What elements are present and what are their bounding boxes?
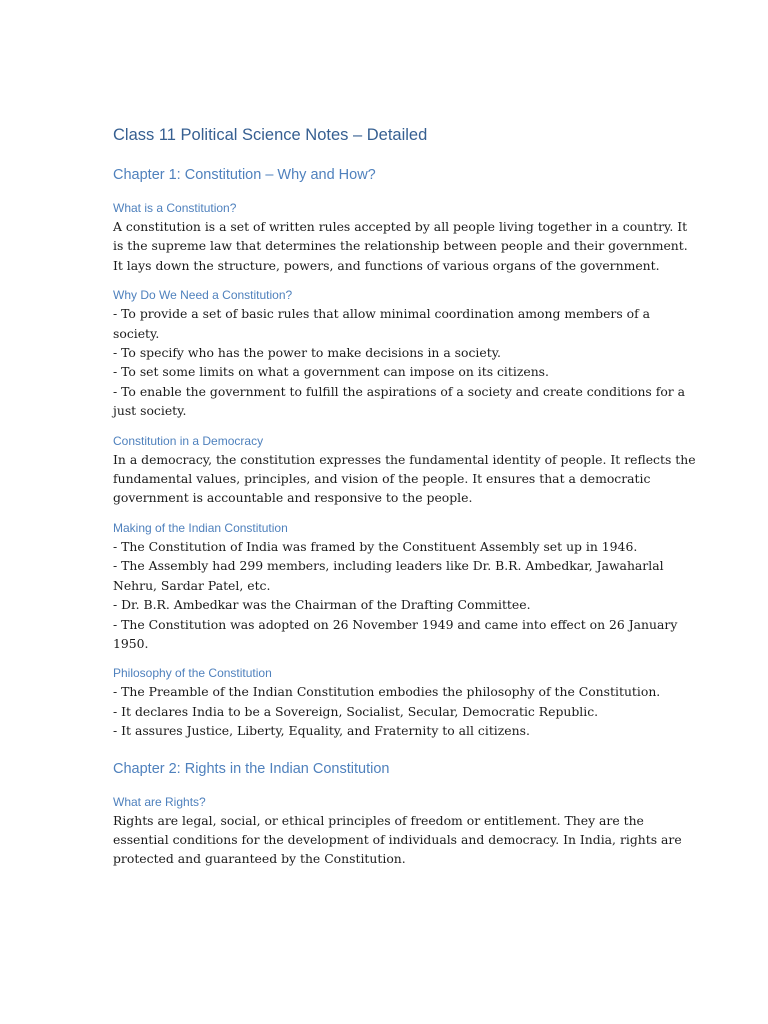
section-philosophy-constitution bbox=[113, 665, 661, 740]
text-line: Nehru, Sardar Patel, etc. bbox=[113, 577, 271, 593]
text-line: - To provide a set of basic rules that allow minimal coordination among members of a bbox=[113, 306, 651, 322]
chapter-1 bbox=[113, 165, 696, 741]
section-constitution-democracy bbox=[113, 433, 696, 508]
text-line: - To specify who has the power to make decisions in a society. bbox=[113, 345, 501, 361]
text-line: - The Assembly had 299 members, including leaders like Dr. B.R. Ambedkar, Jawaharlal bbox=[113, 558, 664, 574]
section-heading: What are Rights? bbox=[113, 794, 206, 809]
text-line: - Dr. B.R. Ambedkar was the Chairman of the Drafting Committee. bbox=[113, 597, 531, 613]
text-line: Rights are legal, social, or ethical principles of freedom or entitlement. They are the bbox=[113, 812, 644, 828]
section-body bbox=[113, 217, 688, 275]
text-line: A constitution is a set of written rules accepted by all people living together in a country. It bbox=[113, 219, 688, 234]
text-line: 1950. bbox=[113, 635, 149, 651]
text-line: government is accountable and responsive to the people. bbox=[113, 490, 473, 506]
document-page bbox=[113, 124, 696, 881]
section-what-are-rights bbox=[113, 794, 682, 869]
chapter-heading: Chapter 2: Rights in the Indian Constitution bbox=[113, 760, 390, 777]
section-heading: What is a Constitution? bbox=[113, 201, 237, 215]
text-line: is the supreme law that determines the relationship between people and their government. bbox=[113, 238, 688, 254]
text-line: - The Preamble of the Indian Constitution embodies the philosophy of the Constitution. bbox=[113, 684, 661, 700]
section-heading: Making of the Indian Constitution bbox=[113, 520, 288, 535]
text-line: - It declares India to be a Sovereign, Socialist, Secular, Democratic Republic. bbox=[113, 703, 599, 719]
text-line: - The Constitution of India was framed by the Constituent Assembly set up in 1946. bbox=[113, 538, 638, 554]
text-line: just society. bbox=[113, 403, 187, 419]
section-body bbox=[113, 811, 682, 869]
section-body bbox=[113, 304, 686, 420]
document-title: Class 11 Political Science Notes – Detailed bbox=[113, 126, 428, 144]
section-what-is-constitution bbox=[113, 200, 688, 275]
text-line: protected and guaranteed by the Constitution. bbox=[113, 851, 406, 867]
section-why-need-constitution bbox=[113, 287, 686, 420]
text-line: fundamental values, principles, and vision of the people. It ensures that a democratic bbox=[113, 471, 651, 487]
section-heading: Philosophy of the Constitution bbox=[113, 666, 272, 681]
text-line: - To set some limits on what a government can impose on its citizens. bbox=[113, 364, 549, 380]
text-line: - To enable the government to fulfill the aspirations of a society and create conditions for a bbox=[113, 383, 686, 399]
chapter-2 bbox=[113, 759, 682, 869]
text-line: society. bbox=[113, 325, 160, 341]
chapter-heading: Chapter 1: Constitution – Why and How? bbox=[113, 167, 376, 183]
section-heading: Why Do We Need a Constitution? bbox=[113, 288, 293, 303]
text-line: essential conditions for the development of individuals and democracy. In India, rights are bbox=[113, 831, 682, 847]
text-line: It lays down the structure, powers, and functions of various organs of the government. bbox=[113, 257, 660, 273]
text-line: - The Constitution was adopted on 26 November 1949 and came into effect on 26 January bbox=[113, 616, 678, 632]
text-line: In a democracy, the constitution expresses the fundamental identity of people. It reflects the bbox=[113, 451, 696, 467]
section-body bbox=[113, 682, 661, 740]
section-heading: Constitution in a Democracy bbox=[113, 433, 264, 448]
text-line: - It assures Justice, Liberty, Equality, and Fraternity to all citizens. bbox=[113, 723, 530, 739]
section-making-constitution bbox=[113, 520, 678, 653]
section-body bbox=[113, 537, 678, 653]
section-body bbox=[113, 450, 696, 508]
